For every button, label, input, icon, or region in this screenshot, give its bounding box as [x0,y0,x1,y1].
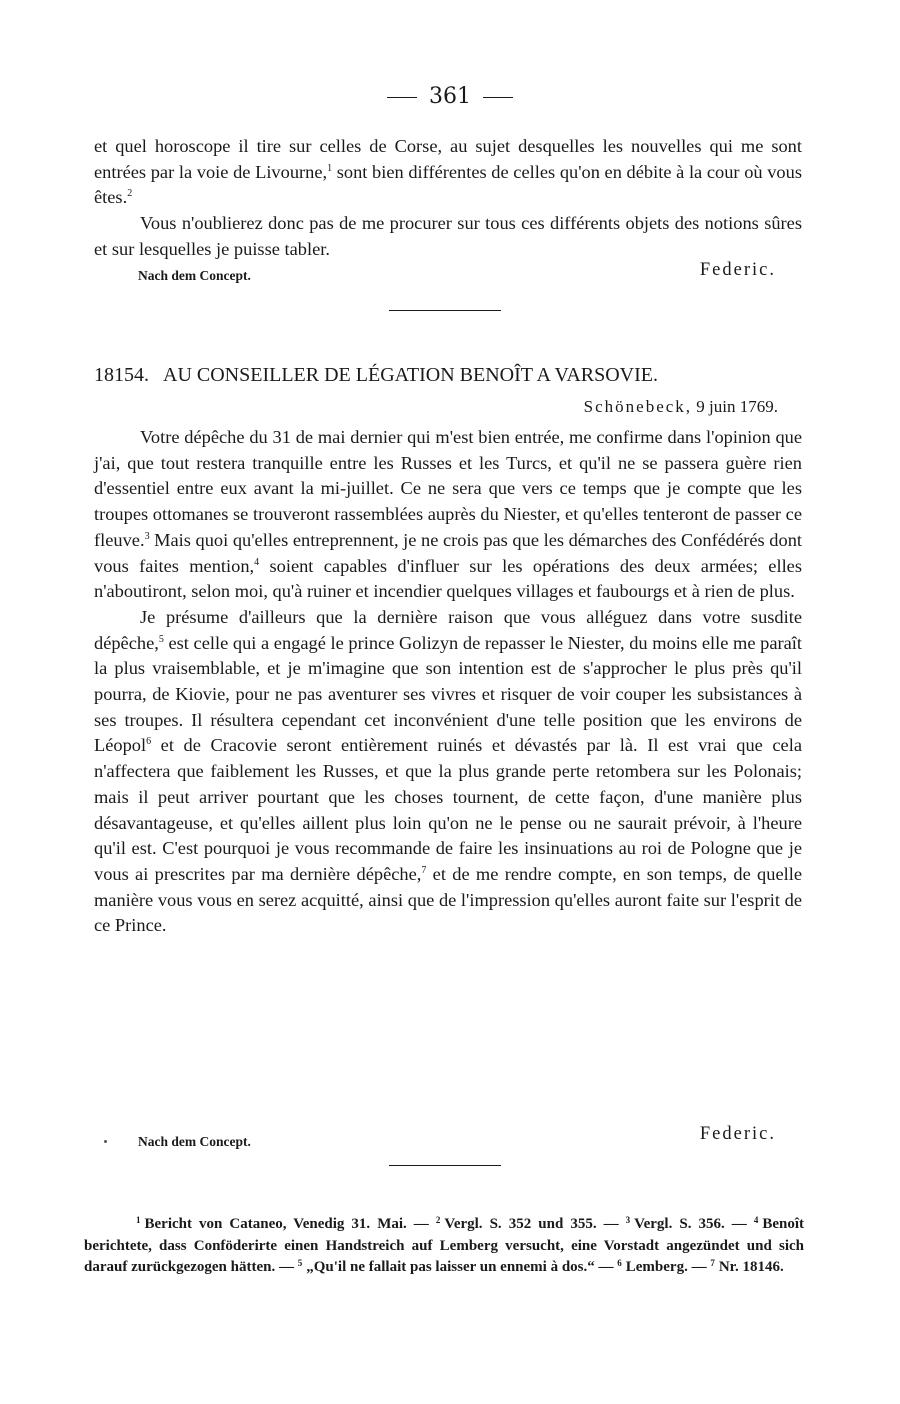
footnote-number: 2 [435,1215,441,1225]
dateline [584,397,778,417]
text-run: est celle qui a engagé le prince Golizyn de repasser le Niester, du moins elle me paraît la plus vraisemblable, et je m'imagine que son intention est de s'approcher le plus près qu'il pourra, de Kiovie, pour ne pas aventurer ses vivres et risquer de voir couper les subsistances à ses troupes. Il résultera cependant cet inconvénient d'une telle position que les environs de Léopol [94,632,802,756]
continuation-paragraph-1 [94,134,802,211]
footnotes [84,1214,804,1279]
footnote-text: „Qu'il ne fallait pas laisser un ennemi à dos.“ — [306,1259,614,1275]
signature-2: Federic. [699,1124,776,1144]
footnotes-block [84,1214,804,1279]
text-run: Votre dépêche du 31 de mai dernier qui m'est bien entrée, me confirme dans l'opinion que j'ai, que tout restera tranquille entre les Russes et les Turcs, et qu'il ne se passera guère rien d'essentiel entre eux avant la mi-juillet. Ce ne sera que vers ce temps que je compte que les troupes ottomanes se trouveront rassemblées auprès du Niester, et qu'elles tenteront de passer ce fleuve. [94,427,802,550]
footnote-text: Vergl. S. 356. — [634,1216,747,1232]
source-note-2: Nach dem Concept. [138,1134,251,1149]
stray-dot [104,1140,107,1143]
dateline-place: Schönebeck, [583,397,693,416]
footnote-text: Bericht von Cataneo, Venedig 31. Mai. — [144,1216,429,1232]
letter-heading [94,364,804,387]
footnote-number: 4 [753,1215,759,1225]
letter-body [94,425,802,939]
footnote-ref-4: 4 [254,556,260,568]
text-run: Je présume d'ailleurs que la dernière raison que vous alléguez dans votre susdite dépêche, [94,606,802,653]
text-run: sont bien différentes de celles qu'on en débite à la cour où vous êtes. [94,161,802,208]
letter-paragraph-1 [94,425,802,605]
continuation-paragraph-2: Vous n'oublierez donc pas de me procurer sur tous ces différents objets des notions sûres et sur lesquelles je puisse tabler. [94,213,802,259]
page-number: 361 [429,84,471,109]
footnote-number: 5 [297,1258,303,1268]
dateline-date: 9 juin 1769. [696,397,778,416]
footnote-ref-2: 2 [127,188,133,200]
footnote-ref-7: 7 [421,864,427,876]
footnote-number: 3 [625,1215,631,1225]
letter-paragraph-2 [94,605,802,939]
separator-rule-1 [389,310,501,311]
footnote-text: Nr. 18146. [718,1259,784,1275]
footnote-ref-1: 1 [327,162,333,174]
page-number-dash-left [387,97,417,98]
footnote-number: 7 [710,1258,715,1268]
text-run: et de Cracovie seront entièrement ruinés et dévastés par là. Il est vrai que cela n'affectera que faiblement les Russes, et que la plus grande perte retombera sur les Polonais; mais il peut arriver pourtant que les choses tournent, de cette façon, d'une manière plus désavantageuse, et qu'elles aillent plus loin qu'on ne le pense ou ne saurait prévoir, à l'heure qu'il est. C'est pourquoi je vous recommande de faire les insinuations au roi de Pologne que je vous ai prescrites par ma dernière dépêche, [94,735,802,884]
letter-number: 18154. [94,364,149,386]
page-number-dash-right [483,97,513,98]
footnote-ref-6: 6 [146,736,152,748]
footnote-text: Lemberg. — [625,1259,707,1275]
signature-1: Federic. [699,260,776,280]
footnote-text: Benoît berichtete, dass Conföderirte einen Handstreich auf Lemberg versucht, eine Vorstadt angezündet und sich darauf zurückgezogen hätten. — [84,1216,805,1275]
source-note-1: Nach dem Concept. [138,268,251,283]
continuation-text [94,134,802,263]
footnote-number: 6 [617,1258,622,1268]
text-run: et de me rendre compte, en son temps, de quelle manière vous vous en serez acquitté, ainsi que de l'impression qu'elles auront faite sur l'esprit de ce Prince. [94,863,802,936]
text-run: soient capables d'influer sur les opérations des deux armées; elles n'aboutiront, selon moi, qu'à ruiner et incendier quelques villages et faubourgs et à rien de plus. [94,555,803,602]
text-run: Mais quoi qu'elles entreprennent, je ne crois pas que les démarches des Confédérés dont vous faites mention, [94,529,802,576]
footnote-ref-3: 3 [144,530,150,542]
separator-rule-2 [389,1165,501,1166]
letter-title: AU CONSEILLER DE LÉGATION BENOÎT A VARSOVIE. [163,364,658,386]
footnote-ref-5: 5 [158,633,164,645]
footnote-text: Vergl. S. 352 und 355. — [444,1216,619,1232]
text-run: et quel horoscope il tire sur celles de Corse, au sujet desquelles les nouvelles qui me sont entrées par la voie de Livourne, [94,136,802,182]
page-number-line [0,84,900,109]
footnote-number: 1 [136,1215,141,1225]
